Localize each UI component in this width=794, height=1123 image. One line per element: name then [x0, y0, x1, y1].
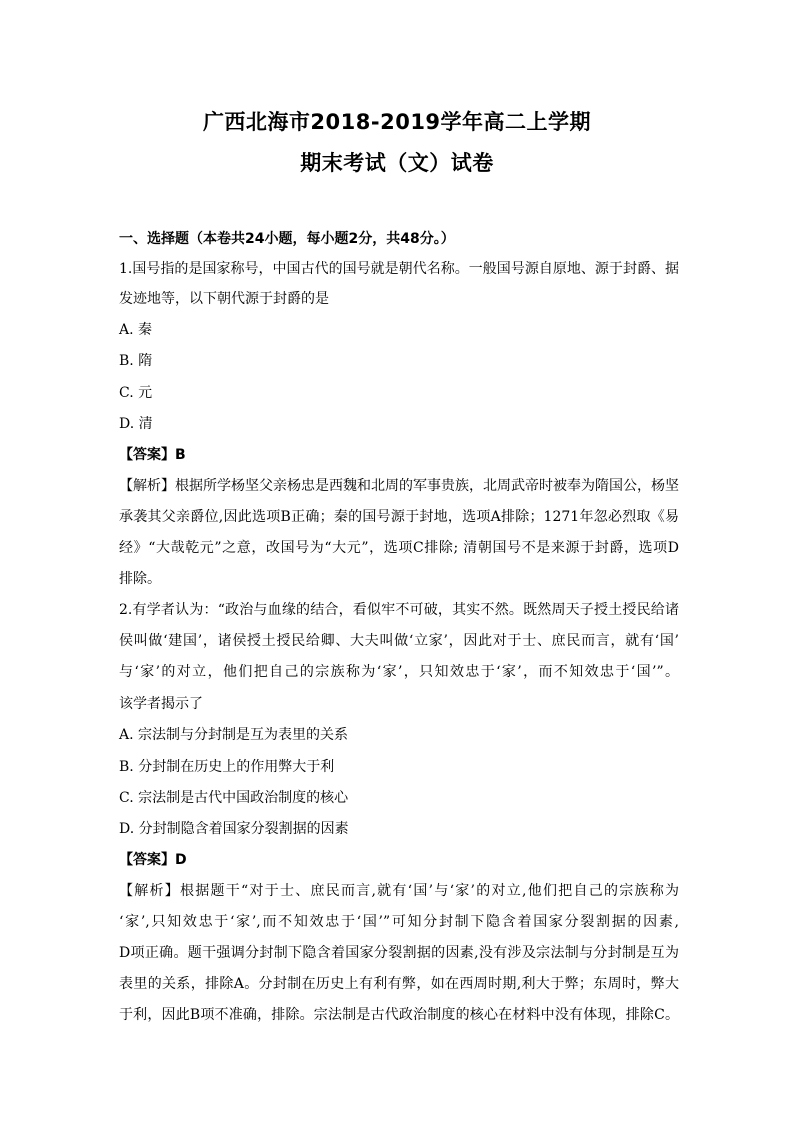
q1-analysis-line: 经》“大哉乾元”之意，改国号为“大元”，选项C排除; 清朝国号不是来源于封爵，选项D: [119, 540, 679, 556]
q2-analysis-line: D项正确。题干强调分封制下隐含着国家分裂割据的因素,没有涉及宗法制与分封制是互为: [119, 945, 679, 961]
q1-answer: 【答案】B: [119, 447, 186, 463]
q2-analysis-line: 【解析】根据题干“对于士、庶民而言,就有‘国’与‘家’的对立,他们把自己的宗族称为: [119, 883, 679, 899]
q2-answer: 【答案】D: [119, 852, 187, 868]
q1-stem-line: 1.国号指的是国家称号，中国古代的国号就是朝代名称。一般国号源自原地、源于封爵、据: [119, 261, 679, 277]
document-subtitle: 期末考试（文）试卷: [300, 151, 494, 175]
q2-stem-line: 2.有学者认为：“政治与血缘的结合，看似牢不可破，其实不然。既然周天子授土授民给诸: [119, 602, 679, 618]
q2-stem-line: 与‘家’的对立，他们把自己的宗族称为‘家’，只知效忠于‘家’，而不知效忠于‘国’”。: [119, 664, 679, 680]
document-title: 广西北海市2018-2019学年高二上学期: [202, 110, 592, 134]
q1-option-a: A. 秦: [119, 322, 153, 338]
q2-option-a: A. 宗法制与分封制是互为表里的关系: [119, 727, 349, 743]
q2-stem-line: 侯叫做‘建国’，诸侯授土授民给卿、大夫叫做‘立家’，因此对于士、庶民而言，就有‘国’: [119, 633, 679, 649]
q1-option-c: C. 元: [119, 385, 153, 401]
q2-option-d: D. 分封制隐含着国家分裂割据的因素: [119, 821, 349, 837]
q1-analysis-line: 【解析】根据所学杨坚父亲杨忠是西魏和北周的军事贵族，北周武帝时被奉为隋国公，杨坚: [119, 478, 679, 494]
q2-option-b: B. 分封制在历史上的作用弊大于利: [119, 759, 335, 775]
q2-analysis-line: 于利，因此B项不准确，排除。宗法制是古代政治制度的核心在材料中没有体现，排除C。: [119, 1007, 679, 1023]
q1-stem-line: 发迹地等，以下朝代源于封爵的是: [119, 291, 329, 307]
q1-analysis-line: 排除。: [119, 571, 161, 587]
q2-analysis-line: ‘家’,只知效忠于‘家’,而不知效忠于‘国’”可知分封制下隐含着国家分裂割据的因素,: [119, 914, 679, 930]
q1-option-d: D. 清: [119, 416, 153, 432]
q2-analysis-line: 表里的关系，排除A。分封制在历史上有利有弊，如在西周时期,利大于弊；东周时，弊大: [119, 976, 679, 992]
q1-option-b: B. 隋: [119, 353, 153, 369]
q2-stem-line: 该学者揭示了: [119, 696, 203, 712]
q1-analysis-line: 承袭其父亲爵位,因此选项B正确；秦的国号源于封地，选项A排除；1271年忽必烈取《易: [119, 509, 679, 525]
section-heading: 一、选择题（本卷共24小题，每小题2分，共48分。）: [119, 231, 455, 247]
q2-option-c: C. 宗法制是古代中国政治制度的核心: [119, 790, 349, 806]
